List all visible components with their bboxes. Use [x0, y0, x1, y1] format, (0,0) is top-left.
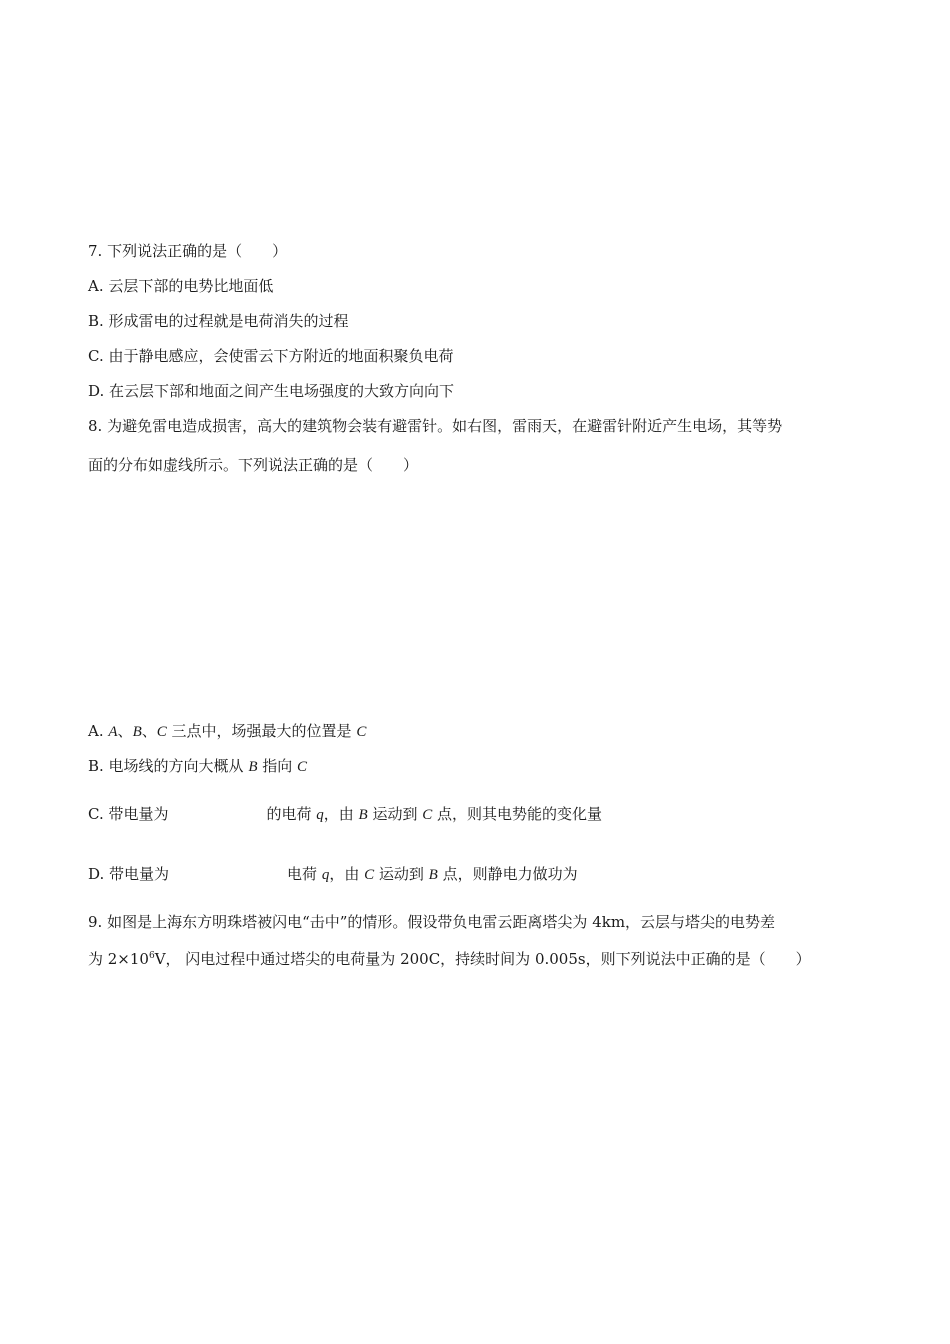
q7-option-a: A. 云层下部的电势比地面低	[88, 277, 274, 295]
separator: 、	[141, 722, 157, 740]
q8-b-prefix: B. 电场线的方向大概从	[88, 757, 249, 775]
point-label: B	[248, 759, 258, 775]
point-label: C	[422, 807, 433, 823]
q8-d-text: 运动到	[374, 865, 429, 883]
point-label: B	[358, 807, 368, 823]
q8-option-a	[88, 721, 366, 742]
q9-stem-line2	[88, 949, 811, 969]
q8-c-text: 运动到	[367, 805, 423, 823]
separator: 、	[117, 722, 133, 740]
q9-text: V， 闪电过程中通过塔尖的电荷量为 200C，持续时间为 0.005s，则下列说法中正确的是（ ）	[154, 950, 811, 968]
point-label: C	[364, 867, 375, 883]
q8-d-text: 电荷	[287, 865, 322, 883]
q8-c-text: 点，则其电势能的变化量	[432, 805, 603, 823]
point-label: C	[356, 724, 367, 740]
q8-option-d	[88, 864, 578, 885]
q8-c-prefix: C. 带电量为	[88, 805, 169, 823]
q8-option-c	[88, 804, 602, 825]
q7-stem: 7. 下列说法正确的是（ ）	[88, 242, 288, 260]
point-label: C	[297, 759, 308, 775]
q8-figure-area	[88, 485, 863, 710]
q8-a-prefix: A.	[88, 722, 109, 740]
q9-text: 为 2×10	[88, 950, 149, 968]
q8-stem-line2: 面的分布如虚线所示。下列说法正确的是（ ）	[88, 456, 419, 474]
q8-d-text: ，由	[329, 865, 365, 883]
charge-symbol: q	[321, 867, 330, 883]
q8-a-text: 三点中，场强最大的位置是	[166, 722, 357, 740]
q8-c-text: 的电荷	[266, 805, 317, 823]
q8-option-b	[88, 756, 307, 777]
point-label: C	[156, 724, 167, 740]
q8-d-text: 点，则静电力做功为	[437, 865, 578, 883]
q8-b-text: 指向	[257, 757, 298, 775]
q7-option-c: C. 由于静电感应，会使雷云下方附近的地面积聚负电荷	[88, 347, 454, 365]
point-label: B	[428, 867, 438, 883]
q8-d-prefix: D. 带电量为	[88, 865, 170, 883]
charge-symbol: q	[316, 807, 324, 823]
point-label: A	[108, 724, 118, 740]
exponent: 6	[148, 951, 155, 961]
q7-option-d: D. 在云层下部和地面之间产生电场强度的大致方向向下	[88, 382, 455, 400]
q8-c-text: ，由	[323, 805, 359, 823]
q9-stem-line1: 9. 如图是上海东方明珠塔被闪电“击中”的情形。假设带负电雷云距离塔尖为 4km，云层与塔尖的电势差	[88, 913, 776, 931]
point-label: B	[132, 724, 142, 740]
q7-option-b: B. 形成雷电的过程就是电荷消失的过程	[88, 312, 349, 330]
q8-stem-line1: 8. 为避免雷电造成损害，高大的建筑物会装有避雷针。如右图，雷雨天，在避雷针附近产生电场，其等势	[88, 417, 783, 435]
